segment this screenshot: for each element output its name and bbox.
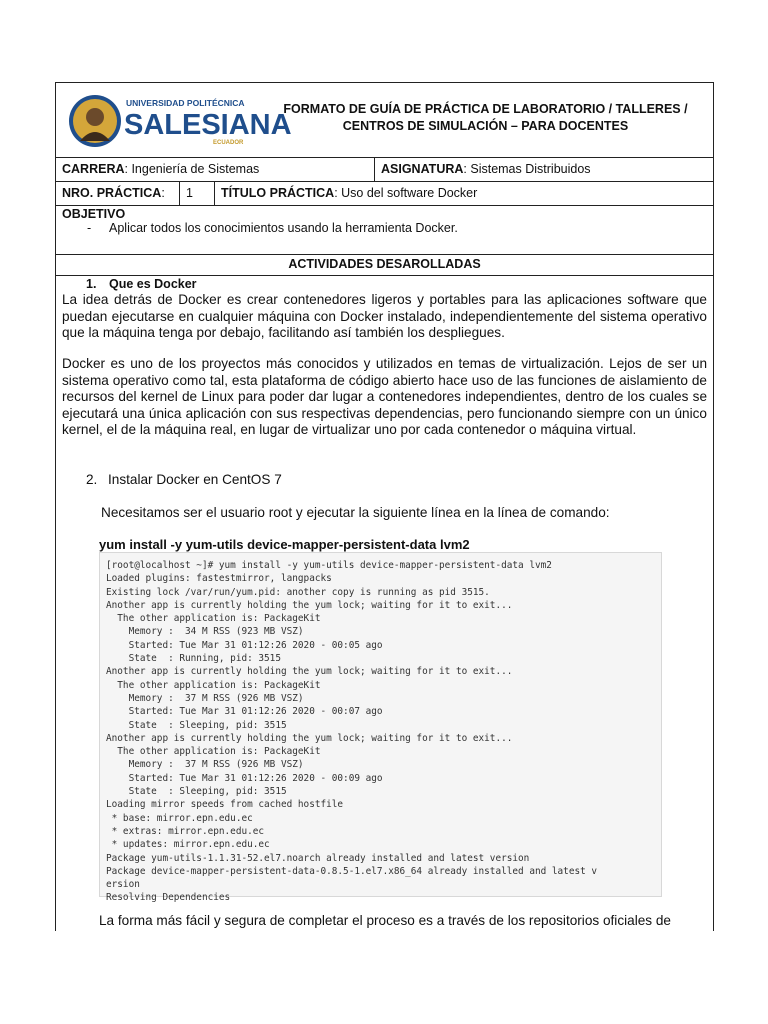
objetivo-row bbox=[56, 206, 713, 255]
logo-main-text: SALESIANA bbox=[124, 109, 292, 141]
terminal-line: The other application is: PackageKit bbox=[106, 679, 321, 691]
form-title-line2: CENTROS DE SIMULACIÓN – PARA DOCENTES bbox=[342, 119, 629, 133]
logo-top-text: UNIVERSIDAD POLITÉCNICA bbox=[126, 98, 245, 108]
terminal-line: Started: Tue Mar 31 01:12:26 2020 - 00:05 ago bbox=[106, 639, 383, 651]
carrera-cell bbox=[62, 158, 374, 181]
asignatura-value: : Sistemas Distribuidos bbox=[463, 162, 591, 176]
terminal-line: Another app is currently holding the yum lock; waiting for it to exit... bbox=[106, 599, 513, 611]
terminal-line: Another app is currently holding the yum lock; waiting for it to exit... bbox=[106, 666, 513, 678]
terminal-line: ersion bbox=[106, 879, 140, 891]
paragraph-que-es-docker: La idea detrás de Docker es crear contenedores ligeros y portables para las aplicaciones software que puedan ejecutarse en cualquier máquina con Docker instalado, independientemente del sistema operativo que la máquina tenga por debajo, facilitando así también los despliegues. bbox=[62, 292, 707, 341]
terminal-line: The other application is: PackageKit bbox=[106, 613, 321, 625]
terminal-line: State : Running, pid: 3515 bbox=[106, 653, 281, 665]
objetivo-bullet: - bbox=[87, 221, 92, 235]
paragraph-repositorios: La forma más fácil y segura de completar el proceso es a través de los repositorios oficiales de bbox=[99, 913, 671, 928]
terminal-line: * base: mirror.epn.edu.ec bbox=[106, 812, 253, 824]
practica-row bbox=[56, 182, 713, 206]
install-command: yum install -y yum-utils device-mapper-persistent-data lvm2 bbox=[99, 537, 470, 552]
carrera-value: : Ingeniería de Sistemas bbox=[124, 162, 260, 176]
header-row bbox=[56, 83, 713, 158]
terminal-line: The other application is: PackageKit bbox=[106, 746, 321, 758]
section2-number: 2. bbox=[86, 472, 98, 487]
terminal-line: Loading mirror speeds from cached hostfile bbox=[106, 799, 344, 811]
logo-country-text: ECUADOR bbox=[213, 140, 244, 146]
paragraph-docker-proyecto: Docker es uno de los proyectos más conocidos y utilizados en temas de virtualización. Lejos de ser un sistema operativo como tal, esta plataforma de código abierto hace uso de las funciones de aislamiento de recursos del kernel de Linux para poder dar lugar a contenedores independientes, dentro de los cuales se ejecutará una única aplicación con sus respectivas dependencias, pero funcionando siempre con un único kernel, el de la máquina real, en lugar de virtualizar uno por cada contenedor o máquina virtual. bbox=[62, 356, 707, 438]
actividades-heading-row bbox=[56, 255, 713, 276]
section2-heading: Instalar Docker en CentOS 7 bbox=[108, 472, 282, 487]
terminal-output bbox=[100, 553, 661, 905]
section1-number: 1. bbox=[86, 277, 97, 291]
university-logo bbox=[68, 93, 292, 149]
titulo-practica-label: TÍTULO PRÁCTICA bbox=[221, 186, 335, 200]
form-title bbox=[266, 101, 705, 135]
carrera-row bbox=[56, 158, 713, 182]
titulo-practica-value: : Uso del software Docker bbox=[334, 186, 478, 200]
terminal-line: Loaded plugins: fastestmirror, langpacks bbox=[106, 573, 332, 585]
asignatura-label: ASIGNATURA bbox=[381, 162, 464, 176]
actividades-heading: ACTIVIDADES DESAROLLADAS bbox=[288, 257, 481, 271]
terminal-line: State : Sleeping, pid: 3515 bbox=[106, 719, 287, 731]
section1-heading: Que es Docker bbox=[109, 277, 197, 291]
nro-practica-label-cell bbox=[62, 182, 179, 205]
nro-practica-value: 1 bbox=[186, 186, 193, 200]
terminal-line: * updates: mirror.epn.edu.ec bbox=[106, 839, 270, 851]
terminal-line: State : Sleeping, pid: 3515 bbox=[106, 786, 287, 798]
objetivo-heading: OBJETIVO bbox=[62, 207, 126, 221]
lab-guide-form bbox=[55, 82, 714, 931]
terminal-line: Another app is currently holding the yum lock; waiting for it to exit... bbox=[106, 732, 513, 744]
asignatura-cell bbox=[374, 158, 713, 181]
carrera-label: CARRERA bbox=[62, 162, 125, 176]
nro-practica-colon: : bbox=[161, 186, 165, 200]
terminal-line: Started: Tue Mar 31 01:12:26 2020 - 00:09 ago bbox=[106, 772, 383, 784]
terminal-line: Package yum-utils-1.1.31-52.el7.noarch already installed and latest version bbox=[106, 852, 530, 864]
terminal-screenshot bbox=[99, 552, 662, 904]
terminal-line: [root@localhost ~]# yum install -y yum-utils device-mapper-persistent-data lvm2 bbox=[106, 560, 552, 571]
nro-practica-label: NRO. PRÁCTICA bbox=[62, 186, 162, 200]
form-title-line1: FORMATO DE GUÍA DE PRÁCTICA DE LABORATORIO / TALLERES / bbox=[283, 102, 688, 116]
terminal-line: * extras: mirror.epn.edu.ec bbox=[106, 825, 265, 837]
terminal-line: Memory : 37 M RSS (926 MB VSZ) bbox=[106, 692, 304, 704]
objetivo-text: Aplicar todos los conocimientos usando la herramienta Docker. bbox=[109, 221, 458, 235]
terminal-line: Started: Tue Mar 31 01:12:26 2020 - 00:07 ago bbox=[106, 706, 383, 718]
paragraph-usuario-root: Necesitamos ser el usuario root y ejecutar la siguiente línea en la línea de comando: bbox=[101, 505, 610, 520]
terminal-line: Memory : 34 M RSS (923 MB VSZ) bbox=[106, 626, 304, 638]
titulo-practica-cell bbox=[214, 182, 713, 205]
terminal-line: Package device-mapper-persistent-data-0.8.5-1.el7.x86_64 already installed and latest v bbox=[106, 865, 598, 877]
nro-practica-value-cell bbox=[179, 182, 214, 205]
terminal-line: Existing lock /var/run/yum.pid: another copy is running as pid 3515. bbox=[106, 586, 490, 598]
terminal-line: Memory : 37 M RSS (926 MB VSZ) bbox=[106, 759, 304, 771]
terminal-line: Resolving Dependencies bbox=[106, 892, 231, 904]
